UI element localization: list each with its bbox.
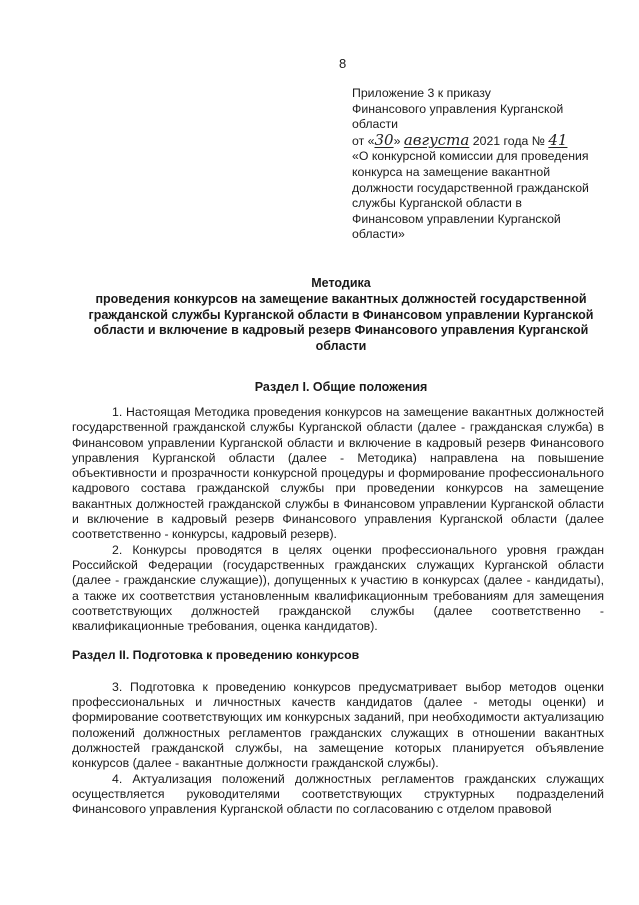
appendix-block (352, 86, 610, 243)
handwritten-order-number: 41 (548, 130, 568, 149)
title-line-1: Методика (311, 276, 371, 290)
section-heading-1: Раздел I. Общие положения (254, 380, 428, 394)
paragraph-3: 3. Подготовка к проведению конкурсов предусматривает выбор методов оценки профессиональных и личностных качеств кандидатов (далее - методы оценки) и формирование соответствующих им конкурсных заданий, при необходимости актуализацию положений должностных регламентов гражданских служащих в отношении вакантных должностей гражданской службы, на замещение которых планируется объявление конкурсов (далее - вакантные должности гражданской службы). (72, 679, 604, 771)
paragraph-4: 4. Актуализация положений должностных регламентов гражданских служащих осуществляется руководителями соответствующих структурных подразделений Финансового управления Курганской области по согласованию с отделом правовой (72, 771, 604, 817)
section-heading-2: Раздел II. Подготовка к проведению конкурсов (72, 648, 360, 663)
appendix-date-line (352, 130, 610, 150)
subject-line: службы Курганской области в (352, 196, 522, 211)
subject-line: конкурса на замещение вакантной (352, 164, 551, 179)
handwritten-month: августа (403, 130, 470, 149)
paragraph-2: 2. Конкурсы проводятся в целях оценки профессионального уровня граждан Российской Федерации (государственных гражданских служащих Курганской области (далее - гражданские служащие)), допущенных к участию в конкурсах (далее - кандидаты), а также их соответствия установленным квалификационным требованиям для замещения соответствующих должностей гражданской службы (далее соответственно - квалификационные требования, оценка кандидатов). (72, 542, 604, 634)
page-number: 8 (339, 56, 347, 71)
date-prefix: от « (352, 133, 375, 148)
appendix-line: области (352, 117, 398, 132)
subject-line: должности государственной гражданской (352, 180, 589, 195)
subject-line: «О конкурсной комиссии для проведения (352, 149, 589, 164)
document-title (68, 276, 614, 355)
paragraph-1: 1. Настоящая Методика проведения конкурсов на замещение вакантных должностей государственной гражданской службы Курганской области (далее - гражданская служба) в Финансовом управлении Курганской области и включение в кадровый резерв Финансового управления Курганской области (далее - Методика) направлена на повышение объективности и прозрачности конкурсной процедуры и формирование профессионального кадрового состава гражданской службы при проведении конкурсов на замещение вакантных должностей гражданской службы в Финансовом управлении Курганской области и включение в кадровый резерв Финансового управления Курганской области (далее соответственно - конкурсы, кадровый резерв). (72, 405, 604, 542)
appendix-line: Приложение 3 к приказу (352, 86, 491, 100)
subject-line: Финансовом управлении Курганской (352, 211, 561, 226)
date-suffix: 2021 года № (469, 133, 545, 148)
title-line-2: проведения конкурсов на замещение вакантных должностей государственной гражданской службы Курганской области в Финансовом управлении Курганской области и включение в кадровый резерв Финансового управления Курганской области (88, 291, 594, 354)
subject-line: области» (352, 227, 405, 242)
appendix-subject (352, 149, 610, 243)
appendix-line: Финансового управления Курганской (352, 101, 564, 116)
date-mid: » (393, 133, 404, 148)
section-1-body (72, 405, 604, 817)
handwritten-day: 30 (374, 130, 394, 149)
